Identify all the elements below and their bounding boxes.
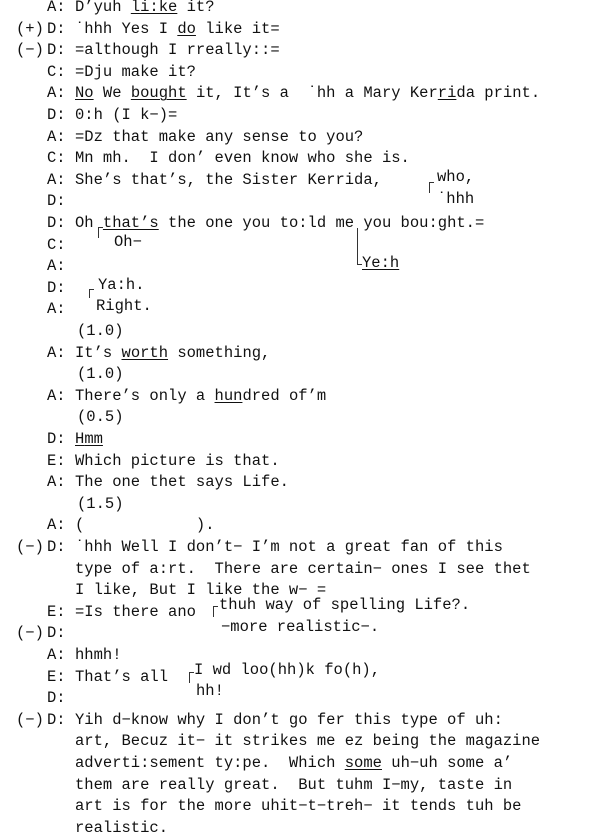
speaker-label: E: [47, 667, 66, 686]
speaker-label: C: [47, 149, 66, 168]
utterance [75, 753, 512, 775]
utterance-segment: ˙hhh Well I don’t− I’m not a great fan of this [75, 538, 503, 556]
speaker-label: D: [47, 192, 66, 211]
speaker-label: D: [47, 19, 66, 38]
overlap-right: Right. [96, 297, 152, 315]
utterance [75, 602, 196, 624]
utterance [75, 429, 103, 451]
utterance [75, 451, 280, 473]
utterance-segment: art is for the more uhit−t−treh− it tends tuh be [75, 797, 522, 816]
speaker-label: A: [47, 473, 66, 492]
utterance [75, 796, 521, 818]
utterance [75, 818, 168, 839]
utterance [75, 472, 289, 494]
evaluation-mark: (−) [16, 624, 44, 643]
utterance [75, 343, 270, 365]
utterance-segment: like it= [195, 19, 280, 38]
overlap-who: who, [437, 168, 475, 186]
utterance [75, 559, 531, 581]
overlap-hh: hh! [196, 682, 224, 700]
pause-duration: (1.5) [77, 494, 124, 513]
utterance [75, 731, 540, 753]
utterance [75, 0, 215, 19]
utterance [75, 170, 391, 192]
stressed-segment: hun [214, 386, 243, 405]
pause-duration: (0.5) [77, 408, 124, 427]
utterance-segment: it, It’s a ˙hh a Mary Ker [186, 84, 438, 103]
overlap-bracket-line [357, 228, 358, 262]
speaker-label: D: [47, 538, 66, 556]
utterance-segment: Mn mh. I don’ even know who she is. [75, 149, 410, 168]
utterance [75, 105, 177, 127]
speaker-label: D: [47, 106, 66, 124]
speaker-label: A: [47, 300, 66, 319]
stressed-segment: that’s [102, 214, 159, 232]
speaker-label: D: [47, 710, 66, 729]
speaker-label: A: [47, 127, 66, 146]
speaker-label: D: [47, 214, 66, 232]
pause-duration: (1.0) [77, 365, 124, 384]
overlap-bracket [89, 289, 94, 298]
speaker-label: A: [47, 386, 66, 405]
overlap-yah: Ya:h. [98, 276, 145, 294]
speaker-label: E: [47, 451, 66, 470]
overlap-i-wd: I wd loo(hh)k fo(h), [194, 661, 381, 679]
utterance-segment: 0:h (I k−)= [75, 106, 178, 124]
utterance-segment: =Is there ano [75, 602, 196, 621]
evaluation-mark: (+) [16, 19, 44, 38]
stressed-segment: ri [437, 84, 457, 103]
speaker-label: A: [47, 84, 66, 103]
utterance-segment: them are really great. But tuhm I−my, taste in [75, 775, 513, 794]
utterance-segment: type of a:rt. There are certain− ones I see thet [75, 559, 531, 578]
overlap-thuh-way: thuh way of spelling Life?. [219, 596, 471, 614]
utterance [75, 645, 122, 667]
utterance [75, 83, 540, 105]
utterance-segment: something, [168, 343, 271, 362]
speaker-label: D: [47, 624, 66, 643]
utterance [75, 537, 503, 559]
utterance-segment: There’s only a [75, 386, 215, 405]
utterance [75, 515, 215, 537]
speaker-label: A: [47, 516, 66, 535]
utterance-segment: It’s [75, 343, 122, 362]
utterance [75, 127, 363, 149]
stressed-segment: li:ke [130, 0, 178, 16]
speaker-label: D: [47, 430, 66, 448]
utterance-segment: She’s that’s, the Sister Kerrida, [75, 170, 392, 189]
speaker-label: A: [47, 170, 66, 189]
speaker-label: C: [47, 62, 66, 81]
speaker-label: A: [47, 646, 66, 664]
utterance-segment: That’s all [75, 667, 178, 686]
stressed-segment: bought [130, 84, 187, 103]
speaker-label: D: [47, 41, 66, 60]
utterance-segment: =Dz that make any sense to you? [75, 127, 364, 146]
stressed-segment: do [177, 19, 196, 38]
evaluation-mark: (−) [16, 538, 44, 556]
overlap-more-realistic: −more realistic−. [221, 618, 380, 636]
speaker-label: A: [47, 257, 66, 276]
utterance-segment: I like, But I like the w− = [75, 581, 327, 600]
utterance-segment: D’yuh [75, 0, 131, 16]
overlap-inbreath: ˙hhh [437, 190, 475, 208]
stressed-segment: some [344, 754, 382, 772]
utterance-segment: Which picture is that. [75, 451, 280, 470]
utterance-segment: realistic. [75, 818, 169, 837]
utterance-segment: dred of’m [242, 386, 327, 405]
overlap-yeah: Ye:h [362, 254, 400, 272]
utterance [75, 148, 410, 170]
utterance [75, 710, 503, 732]
overlap-bracket [429, 182, 434, 193]
utterance [75, 775, 512, 797]
utterance-segment: ( ). [75, 516, 215, 535]
utterance-segment: da print. [456, 84, 541, 103]
overlap-bracket [213, 606, 218, 617]
utterance-segment: uh−uh some a’ [381, 754, 513, 772]
utterance-segment: the one you to:ld me you bou:ght.= [158, 214, 485, 232]
stressed-segment: H [75, 430, 85, 448]
utterance-segment: art, Becuz it− it strikes me ez being the magazine [75, 732, 541, 751]
utterance [75, 62, 196, 84]
stressed-segment: mm [84, 430, 103, 448]
speaker-label: D: [47, 278, 66, 297]
pause-duration: (1.0) [77, 322, 124, 340]
speaker-label: A: [47, 343, 66, 362]
utterance-segment: it? [177, 0, 215, 16]
utterance-segment: =although I rreally::= [75, 41, 280, 60]
utterance-segment: =Dju make it? [75, 62, 196, 81]
utterance-segment: Yih d−know why I don’t go fer this type of uh: [75, 710, 503, 729]
utterance [75, 19, 280, 41]
utterance [75, 386, 326, 408]
speaker-label: C: [47, 235, 66, 254]
utterance-segment: ˙hhh Yes I [75, 19, 178, 38]
evaluation-mark: (−) [16, 41, 44, 60]
overlap-bracket [98, 227, 103, 238]
stressed-segment: worth [121, 343, 169, 362]
utterance-segment: Oh [75, 214, 103, 232]
utterance [75, 667, 177, 689]
utterance [75, 40, 280, 62]
speaker-label: E: [47, 602, 66, 621]
stressed-segment: No [75, 84, 94, 103]
overlap-oh: Oh− [114, 233, 142, 251]
utterance-segment: The one thet says Life. [75, 473, 289, 492]
utterance-segment: adverti:sement ty:pe. Which [75, 754, 345, 772]
utterance-segment: hhmh! [75, 646, 122, 664]
speaker-label: A: [47, 0, 66, 16]
utterance-segment: We [93, 84, 131, 103]
speaker-label: D: [47, 689, 66, 708]
evaluation-mark: (−) [16, 710, 44, 729]
